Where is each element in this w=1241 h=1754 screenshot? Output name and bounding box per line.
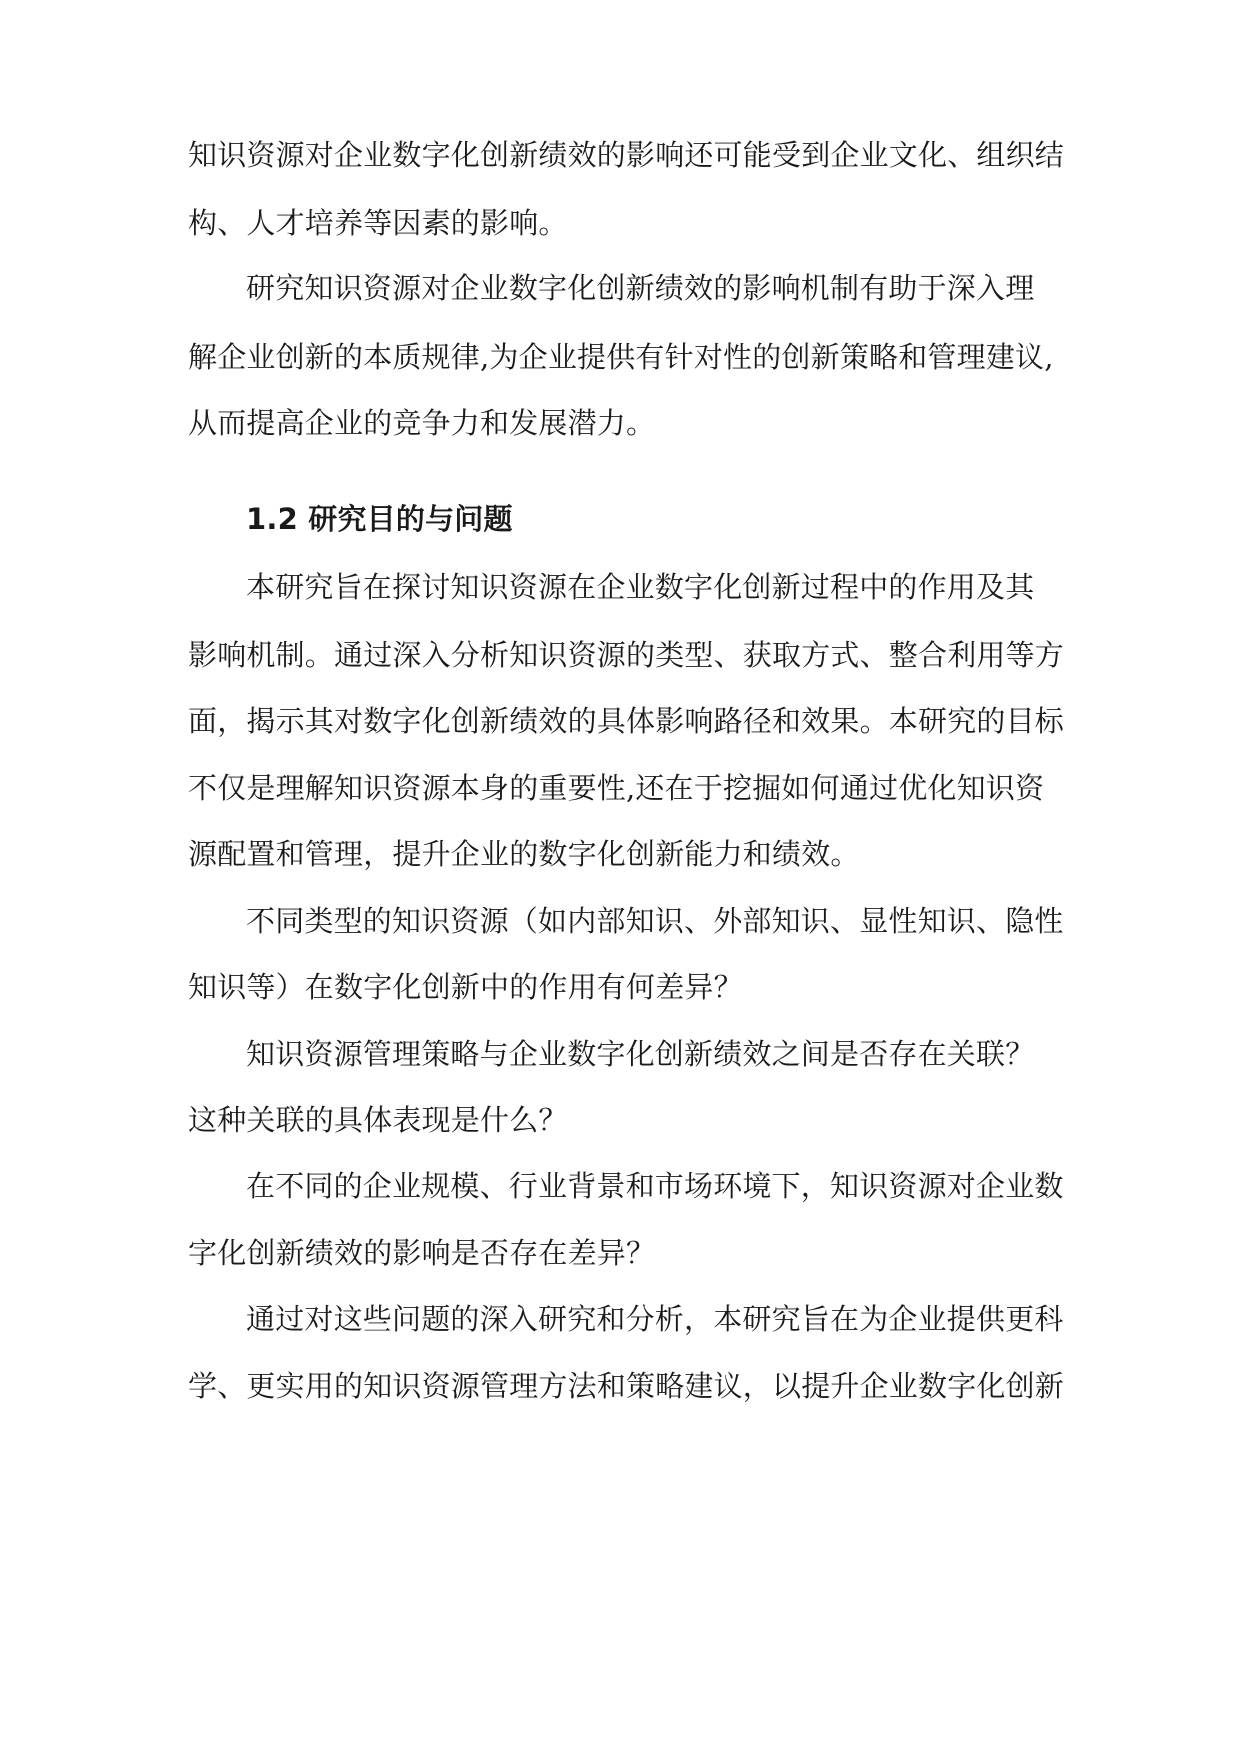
question-2-line-1: 知识资源管理策略与企业数字化创新绩效之间是否存在关联？ [246, 1037, 1035, 1071]
purpose-line-5: 源配置和管理，提升企业的数字化创新能力和绩效。 [188, 837, 860, 871]
significance-line-2: 解企业创新的本质规律,为企业提供有针对性的创新策略和管理建议, [188, 340, 1054, 374]
intro-line-2: 构、人才培养等因素的影响。 [188, 206, 568, 240]
section-heading: 1.2 研究目的与问题 [246, 502, 513, 536]
question-1-line-1: 不同类型的知识资源（如内部知识、外部知识、显性知识、隐性 [246, 904, 1064, 938]
purpose-line-4: 不仅是理解知识资源本身的重要性,还在于挖掘如何通过优化知识资 [188, 771, 1045, 805]
conclusion-line-1: 通过对这些问题的深入研究和分析，本研究旨在为企业提供更科 [246, 1302, 1064, 1336]
significance-line-3: 从而提高企业的竞争力和发展潜力。 [188, 406, 656, 440]
question-3-line-1: 在不同的企业规模、行业背景和市场环境下，知识资源对企业数 [246, 1169, 1064, 1203]
purpose-line-2: 影响机制。通过深入分析知识资源的类型、获取方式、整合利用等方 [188, 638, 1065, 672]
question-3-line-2: 字化创新绩效的影响是否存在差异？ [188, 1236, 656, 1270]
purpose-line-3: 面，揭示其对数字化创新绩效的具体影响路径和效果。本研究的目标 [188, 704, 1065, 738]
significance-line-1: 研究知识资源对企业数字化创新绩效的影响机制有助于深入理 [246, 271, 1035, 305]
conclusion-line-2: 学、更实用的知识资源管理方法和策略建议，以提升企业数字化创新 [188, 1369, 1065, 1403]
question-1-line-2: 知识等）在数字化创新中的作用有何差异？ [188, 970, 743, 1004]
intro-line-1: 知识资源对企业数字化创新绩效的影响还可能受到企业文化、组织结 [188, 138, 1065, 172]
question-2-line-2: 这种关联的具体表现是什么？ [188, 1103, 568, 1137]
purpose-line-1: 本研究旨在探讨知识资源在企业数字化创新过程中的作用及其 [246, 570, 1035, 604]
